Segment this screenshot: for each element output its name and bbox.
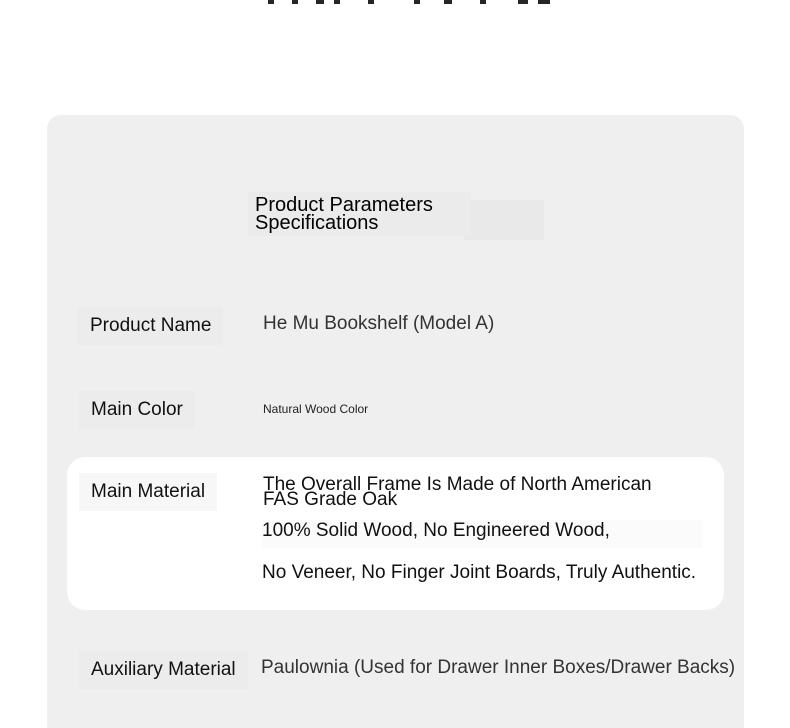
main-color-label: Main Color <box>79 391 195 429</box>
section-title-line-1: Product Parameters <box>255 194 433 216</box>
product-name-value: He Mu Bookshelf (Model A) <box>263 313 495 334</box>
main-material-line-1: The Overall Frame Is Made of North American <box>263 474 652 495</box>
main-color-value: Natural Wood Color <box>263 402 369 416</box>
main-material-line-3: 100% Solid Wood, No Engineered Wood, <box>262 520 702 548</box>
cropped-heading-glyphs <box>268 0 558 4</box>
section-title <box>248 192 471 236</box>
section-title-line-2: Specifications <box>255 212 379 234</box>
main-material-label: Main Material <box>79 473 217 511</box>
main-material-line-2: FAS Grade Oak <box>263 489 398 510</box>
cropped-heading <box>268 0 558 4</box>
main-material-line-4: No Veneer, No Finger Joint Boards, Truly Authentic. <box>262 562 697 583</box>
product-name-label: Product Name <box>78 307 223 345</box>
title-background-block <box>464 200 544 240</box>
auxiliary-material-value: Paulownia (Used for Drawer Inner Boxes/Drawer Backs) <box>261 657 736 678</box>
auxiliary-material-label: Auxiliary Material <box>79 651 248 689</box>
